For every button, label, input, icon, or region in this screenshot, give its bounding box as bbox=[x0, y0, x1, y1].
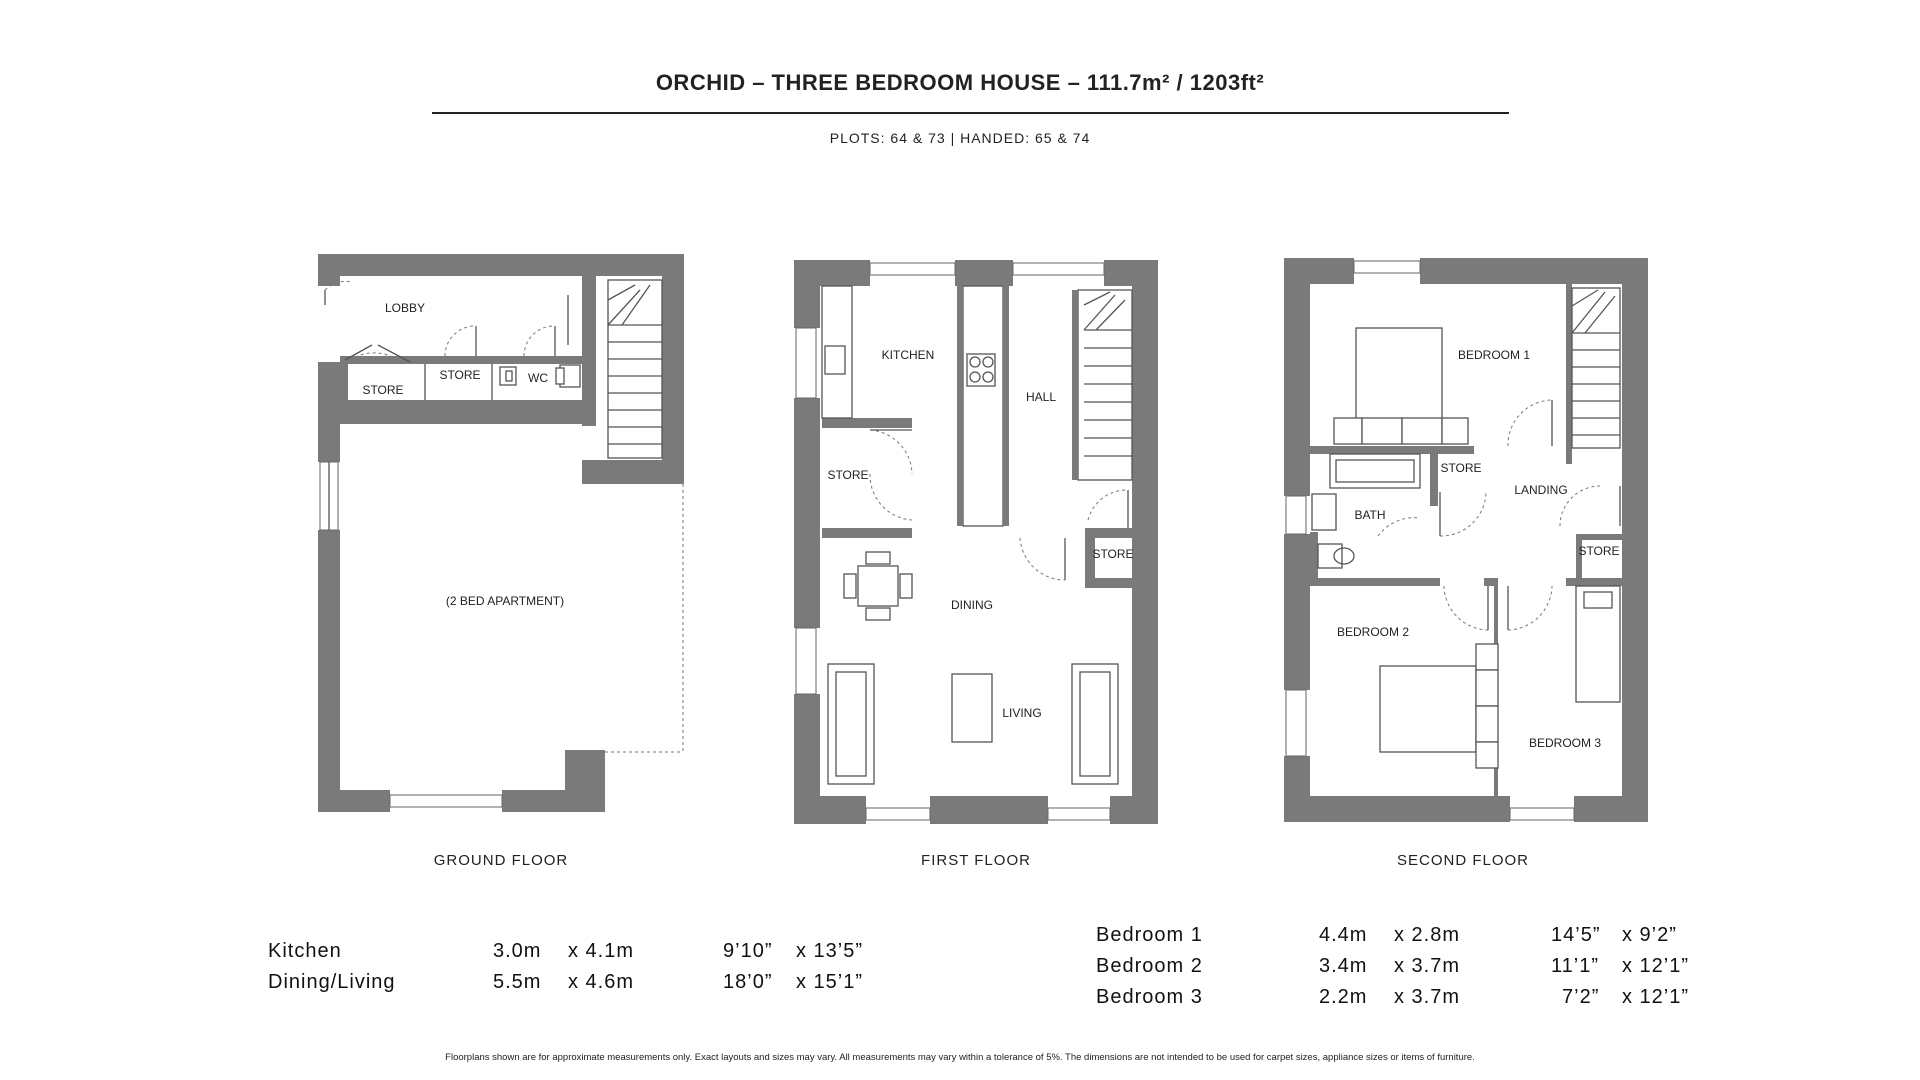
disclaimer-text: Floorplans shown are for approximate measurements only. Exact layouts and sizes may vary. All measurements may vary within a tolerance of 5%. The dimensions are not intended to be used for carpet sizes, appliance sizes or items of furniture. bbox=[445, 1052, 1475, 1063]
room-apartment: (2 BED APARTMENT) bbox=[445, 594, 565, 608]
dimension-room: Bedroom 1 bbox=[1096, 924, 1203, 946]
dimension-metric-width: 2.2m bbox=[1319, 986, 1368, 1008]
dimension-row bbox=[268, 940, 888, 971]
dimension-imperial-length: x 12’1” bbox=[1622, 955, 1690, 977]
dimension-row bbox=[1096, 955, 1736, 986]
dimension-imperial-width: 9’10” bbox=[723, 940, 773, 962]
dimension-room: Dining/Living bbox=[268, 971, 396, 993]
dimension-metric-width: 4.4m bbox=[1319, 924, 1368, 946]
dimension-imperial-length: x 9’2” bbox=[1622, 924, 1677, 946]
room-lobby: LOBBY bbox=[384, 301, 426, 315]
dimensions-table-left bbox=[268, 940, 888, 1002]
dimension-imperial-length: x 12’1” bbox=[1622, 986, 1690, 1008]
room-dining: DINING bbox=[951, 598, 993, 612]
dimension-room: Bedroom 3 bbox=[1096, 986, 1203, 1008]
dimensions-table-right bbox=[1096, 924, 1736, 1017]
dimension-imperial-width: 11’1” bbox=[1551, 955, 1599, 977]
dimension-metric-width: 5.5m bbox=[493, 971, 542, 993]
first-floor-plan bbox=[794, 260, 1158, 824]
dimension-room: Bedroom 2 bbox=[1096, 955, 1203, 977]
ground-floor-plan bbox=[318, 254, 684, 812]
dimension-metric-width: 3.0m bbox=[493, 940, 542, 962]
room-bedroom-1: BEDROOM 1 bbox=[1457, 348, 1531, 362]
dimension-imperial-width: 7’2” bbox=[1562, 986, 1600, 1008]
second-floor-label: SECOND FLOOR bbox=[1396, 852, 1529, 869]
dimension-imperial-length: x 15’1” bbox=[796, 971, 864, 993]
dimension-imperial-width: 18’0” bbox=[723, 971, 773, 993]
room-wc: WC bbox=[528, 371, 548, 385]
dimension-metric-width: 3.4m bbox=[1319, 955, 1368, 977]
dimension-imperial-width: 14’5” bbox=[1551, 924, 1601, 946]
plots-subtitle: PLOTS: 64 & 73 | HANDED: 65 & 74 bbox=[829, 130, 1091, 146]
dimension-row bbox=[1096, 986, 1736, 1017]
room-first-store-2: STORE bbox=[1092, 547, 1134, 561]
ground-floor-label: GROUND FLOOR bbox=[433, 852, 569, 869]
room-ground-store-2: STORE bbox=[439, 368, 481, 382]
room-first-store: STORE bbox=[827, 468, 869, 482]
room-second-store: STORE bbox=[1440, 461, 1482, 475]
room-living: LIVING bbox=[1002, 706, 1042, 720]
dimension-metric-length: x 3.7m bbox=[1394, 986, 1461, 1008]
room-bedroom-3: BEDROOM 3 bbox=[1528, 736, 1602, 750]
first-floor-label: FIRST FLOOR bbox=[921, 852, 1031, 869]
room-landing: LANDING bbox=[1514, 483, 1568, 497]
dimension-room: Kitchen bbox=[268, 940, 342, 962]
dimension-row bbox=[268, 971, 888, 1002]
room-bath: BATH bbox=[1354, 508, 1386, 522]
dimension-imperial-length: x 13’5” bbox=[796, 940, 864, 962]
dimension-metric-length: x 4.6m bbox=[568, 971, 635, 993]
dimension-metric-length: x 4.1m bbox=[568, 940, 635, 962]
room-second-store-2: STORE bbox=[1578, 544, 1620, 558]
room-kitchen: KITCHEN bbox=[881, 348, 935, 362]
room-bedroom-2: BEDROOM 2 bbox=[1336, 625, 1410, 639]
room-ground-store-1: STORE bbox=[362, 383, 404, 397]
page-title: ORCHID – THREE BEDROOM HOUSE – 111.7m² / 1203ft² bbox=[655, 70, 1265, 95]
dimension-metric-length: x 2.8m bbox=[1394, 924, 1461, 946]
room-hall: HALL bbox=[1025, 390, 1057, 404]
dimension-row bbox=[1096, 924, 1736, 955]
dimension-metric-length: x 3.7m bbox=[1394, 955, 1461, 977]
